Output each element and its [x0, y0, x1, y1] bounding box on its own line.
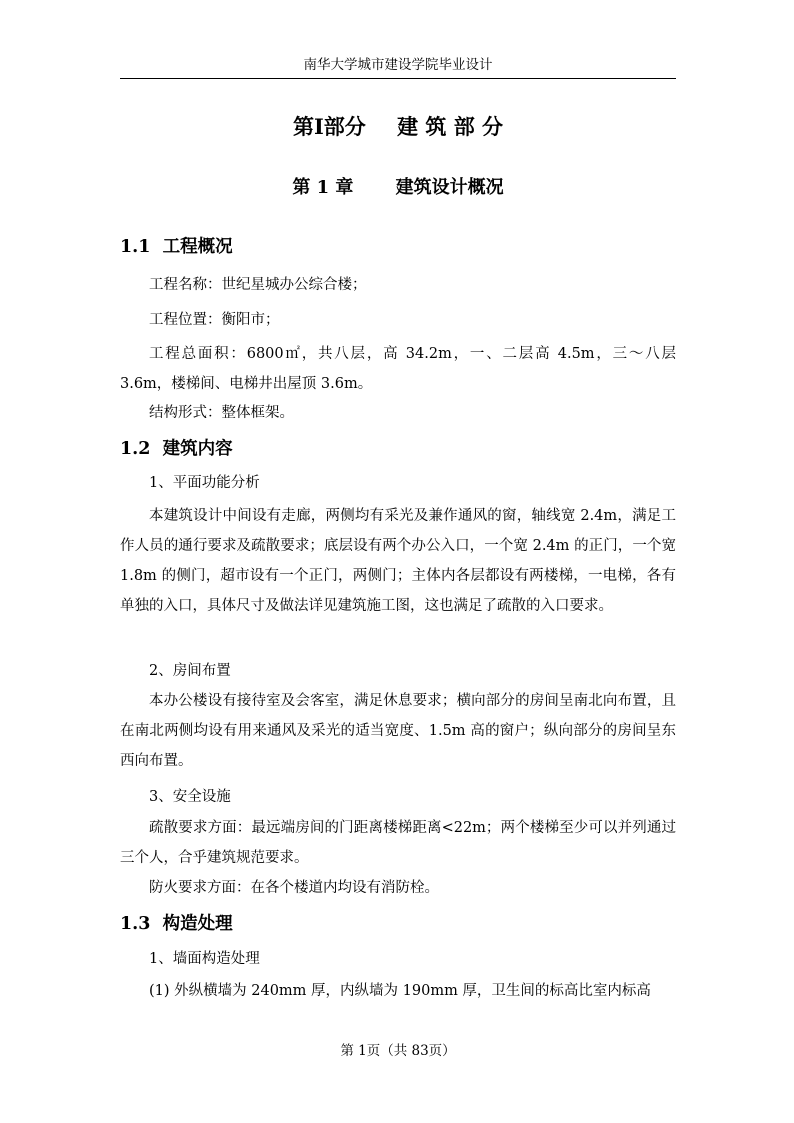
paragraph: 本建筑设计中间设有走廊，两侧均有采光及兼作通风的窗，轴线宽 2.4m，满足工作人员的通行要求及疏散要求；底层设有两个办公入口，一个宽 2.4m 的正门，一个宽 1.8m 的侧门，超市设有一个正门，两侧门；主体内各层都设有两楼梯，一电梯，各有单独的入口，具体尺寸及做法详见建筑施工图，这也满足了疏散的入口要求。 — [120, 508, 676, 614]
subsection-title: 3、安全设施 — [149, 789, 231, 805]
section-title: 建筑内容 — [162, 439, 233, 459]
paragraph: 本办公楼设有接待室及会客室，满足休息要求；横向部分的房间呈南北向布置，且在南北两侧均设有用来通风及采光的适当宽度、1.5m 高的窗户；纵向部分的房间呈东西向布置。 — [120, 693, 676, 769]
paragraph: 疏散要求方面：最远端房间的门距离楼梯距离<22m；两个楼梯至少可以并列通过三个人，合乎建筑规范要求。 — [120, 820, 676, 866]
chapter-text: 建筑设计概况 — [395, 177, 504, 198]
section-number: 1.2 — [120, 439, 151, 459]
part-label: 第Ⅰ部分 — [292, 114, 366, 139]
paragraph: (1) 外纵横墙为 240mm 厚，内纵墙为 190mm 厚，卫生间的标高比室内标高 — [149, 983, 651, 999]
project-location: 工程位置：衡阳市； — [149, 312, 280, 328]
project-name: 工程名称：世纪星城办公综合楼； — [149, 277, 367, 293]
section-number: 1.1 — [120, 237, 151, 257]
section-heading — [120, 435, 233, 463]
section-title: 构造处理 — [162, 914, 233, 934]
page-header: 南华大学城市建设学院毕业设计 — [303, 57, 493, 73]
chapter-title — [120, 174, 676, 202]
section-number: 1.3 — [120, 914, 151, 934]
section-heading — [120, 910, 233, 938]
subsection-title: 2、房间布置 — [149, 663, 231, 679]
section-title: 工程概况 — [162, 237, 233, 257]
paragraph: 防火要求方面：在各个楼道内均设有消防栓。 — [149, 880, 439, 896]
project-area: 工程总面积：6800㎡，共八层，高 34.2m，一、二层高 4.5m，三～八层 3.6m，楼梯间、电梯井出屋顶 3.6m。 — [120, 346, 676, 392]
chapter-label: 第 1 章 — [292, 177, 354, 198]
subsection-title: 1、平面功能分析 — [149, 475, 260, 491]
structure-form: 结构形式：整体框架。 — [149, 405, 294, 421]
header-rule — [120, 78, 676, 79]
part-text: 建 筑 部 分 — [397, 114, 504, 139]
page-footer: 第 1页（共 83页） — [340, 1043, 456, 1059]
part-title — [120, 112, 676, 142]
subsection-title: 1、墙面构造处理 — [149, 951, 260, 967]
section-heading — [120, 233, 233, 261]
